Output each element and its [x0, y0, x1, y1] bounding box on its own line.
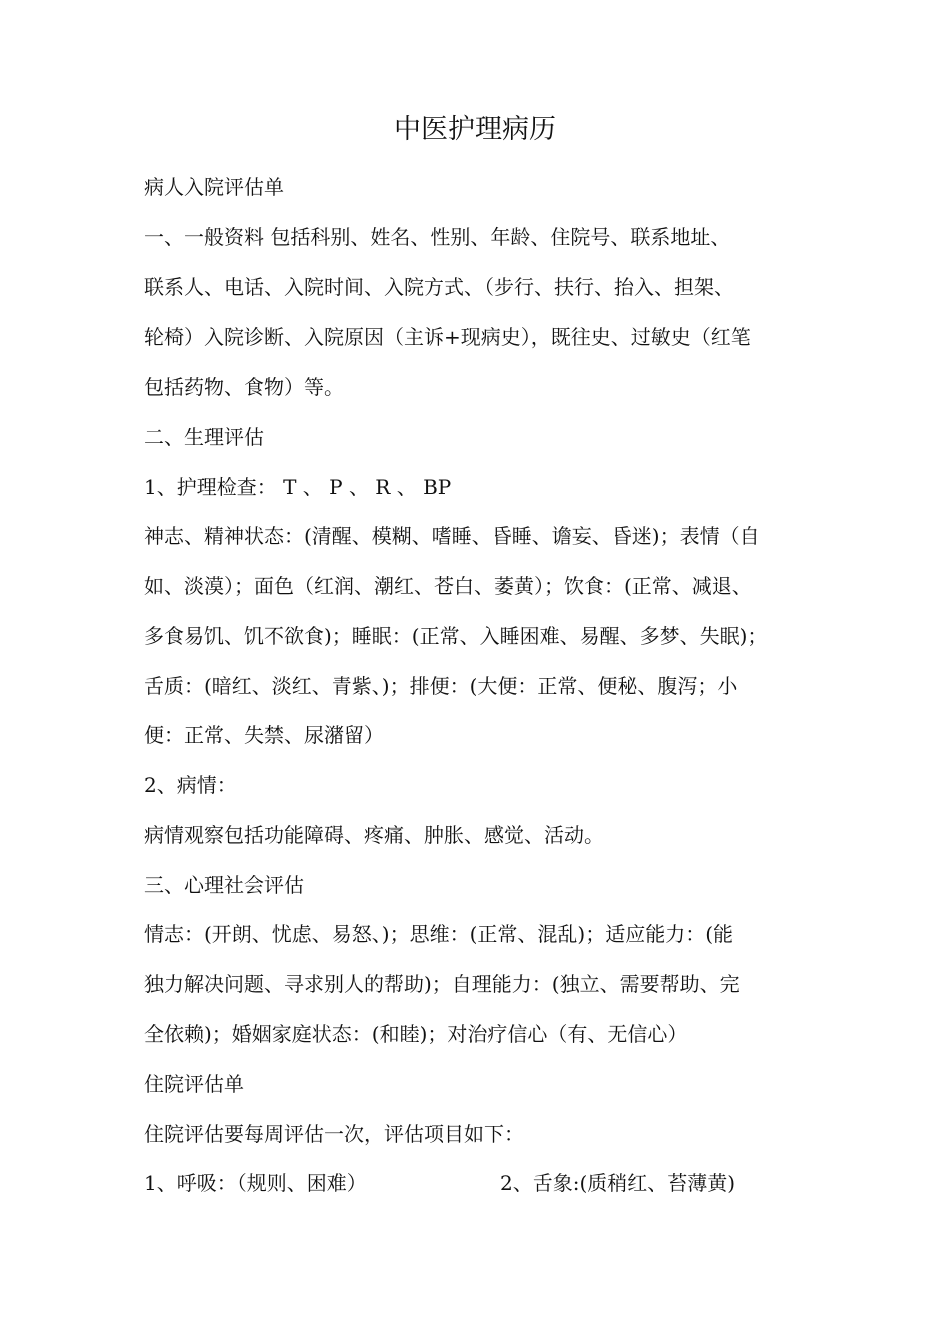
general-info-line: 一、一般资料 包括科别、姓名、性别、年龄、住院号、联系地址、 — [144, 225, 731, 249]
general-info-line: 轮椅）入院诊断、入院原因（主诉+现病史），既往史、过敏史（红笔 — [144, 325, 751, 349]
inpatient-form-heading: 住院评估单 — [144, 1072, 244, 1096]
psychosocial-heading: 三、心理社会评估 — [144, 873, 304, 897]
mental-state-line: 舌质：(暗红、淡红、青紫、)；排便：(大便：正常、便秘、腹泻；小 — [144, 674, 738, 698]
psychosocial-line: 独力解决问题、寻求别人的帮助)；自理能力：(独立、需要帮助、完 — [144, 972, 740, 996]
general-info-line: 包括药物、食物）等。 — [144, 375, 344, 399]
mental-state-line: 如、淡漠）；面色（红润、潮红、苍白、萎黄）；饮食：(正常、减退、 — [144, 574, 752, 598]
psychosocial-line: 全依赖)；婚姻家庭状态：(和睦)；对治疗信心（有、无信心） — [144, 1022, 688, 1046]
nursing-exam-line: 1、护理检查： T 、 P 、 R 、 BP — [144, 475, 452, 499]
illness-text: 病情观察包括功能障碍、疼痛、肿胀、感觉、活动。 — [144, 823, 604, 847]
document-title: 中医护理病历 — [394, 114, 556, 145]
assessment-item-breathing: 1、呼吸：（规则、困难） — [144, 1171, 367, 1195]
physiological-heading: 二、生理评估 — [144, 425, 264, 449]
weekly-assessment-text: 住院评估要每周评估一次，评估项目如下： — [144, 1122, 524, 1146]
mental-state-line: 多食易饥、饥不欲食)；睡眠：(正常、入睡困难、易醒、多梦、失眠)； — [144, 624, 768, 648]
psychosocial-line: 情志：(开朗、忧虑、易怒、)；思维：(正常、混乱)；适应能力：(能 — [144, 922, 734, 946]
admission-form-heading: 病人入院评估单 — [144, 175, 284, 199]
mental-state-line: 神志、精神状态：(清醒、模糊、嗜睡、昏睡、谵妄、昏迷)；表情（自 — [144, 524, 760, 548]
general-info-line: 联系人、电话、入院时间、入院方式、（步行、扶行、抬入、担架、 — [144, 275, 734, 299]
mental-state-line: 便：正常、失禁、尿潴留） — [144, 723, 384, 747]
illness-heading: 2、病情： — [144, 773, 237, 797]
assessment-item-tongue: 2、舌象:(质稍红、苔薄黄) — [500, 1171, 736, 1195]
